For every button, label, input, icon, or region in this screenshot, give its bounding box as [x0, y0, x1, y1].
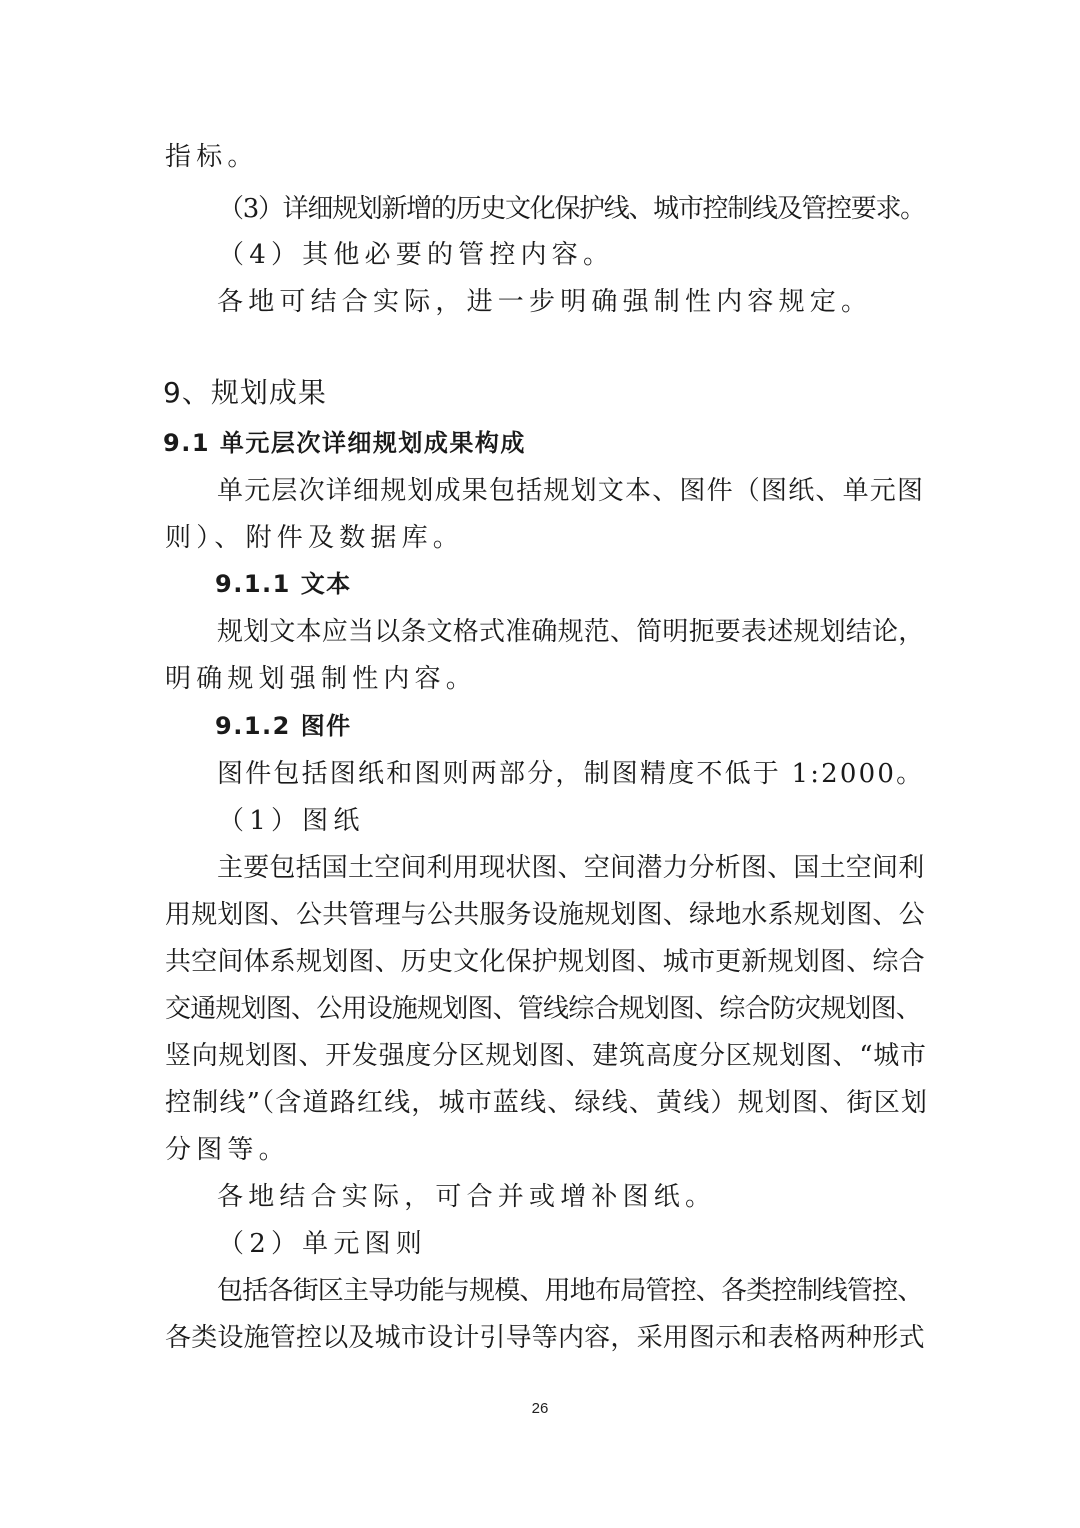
- paragraph-line: 规划文本应当以条文格式准确规范、简明扼要表述规划结论，: [217, 617, 925, 647]
- section-heading: 9、规划成果: [163, 376, 327, 409]
- paragraph-line: 明确规划强制性内容。: [165, 664, 478, 694]
- subsection-heading: 9.1 单元层次详细规划成果构成: [163, 429, 526, 457]
- paragraph-line: 单元层次详细规划成果包括规划文本、图件（图纸、单元图: [217, 476, 925, 506]
- list-item-1: （1）图纸: [218, 806, 365, 836]
- paragraph-line: 各地结合实际，可合并或增补图纸。: [217, 1182, 717, 1212]
- subsubsection-heading: 9.1.1 文本: [215, 570, 352, 598]
- paragraph-line: 包括各街区主导功能与规模、用地布局管控、各类控制线管控、: [217, 1276, 923, 1306]
- page-number: 26: [531, 1400, 549, 1417]
- paragraph-line: 用规划图、公共管理与公共服务设施规划图、绿地水系规划图、公: [165, 900, 925, 930]
- paragraph-line: 指标。: [165, 142, 259, 172]
- paragraph-line: 各类设施管控以及城市设计引导等内容，采用图示和表格两种形式: [165, 1323, 925, 1353]
- paragraph-line: 竖向规划图、开发强度分区规划图、建筑高度分区规划图、“城市: [165, 1041, 927, 1071]
- list-item-3: （3）详细规划新增的历史文化保护线、城市控制线及管控要求。: [218, 194, 925, 224]
- paragraph-line: 交通规划图、公用设施规划图、管线综合规划图、综合防灾规划图、: [165, 994, 922, 1024]
- list-item-4: （4）其他必要的管控内容。: [218, 240, 615, 270]
- paragraph-line: 分图等。: [165, 1135, 290, 1165]
- paragraph-line: 图件包括图纸和图则两部分，制图精度不低于 1:2000。: [217, 759, 925, 789]
- paragraph-line: 则）、附件及数据库。: [165, 523, 465, 553]
- paragraph-line: 控制线”（含道路红线，城市蓝线、绿线、黄线）规划图、街区划: [165, 1088, 929, 1118]
- paragraph-line: 共空间体系规划图、历史文化保护规划图、城市更新规划图、综合: [165, 947, 925, 977]
- paragraph-line: 各地可结合实际，进一步明确强制性内容规定。: [217, 287, 873, 317]
- paragraph-line: 主要包括国土空间利用现状图、空间潜力分析图、国土空间利: [217, 853, 925, 883]
- subsubsection-heading: 9.1.2 图件: [215, 712, 352, 740]
- list-item-2: （2）单元图则: [218, 1229, 427, 1259]
